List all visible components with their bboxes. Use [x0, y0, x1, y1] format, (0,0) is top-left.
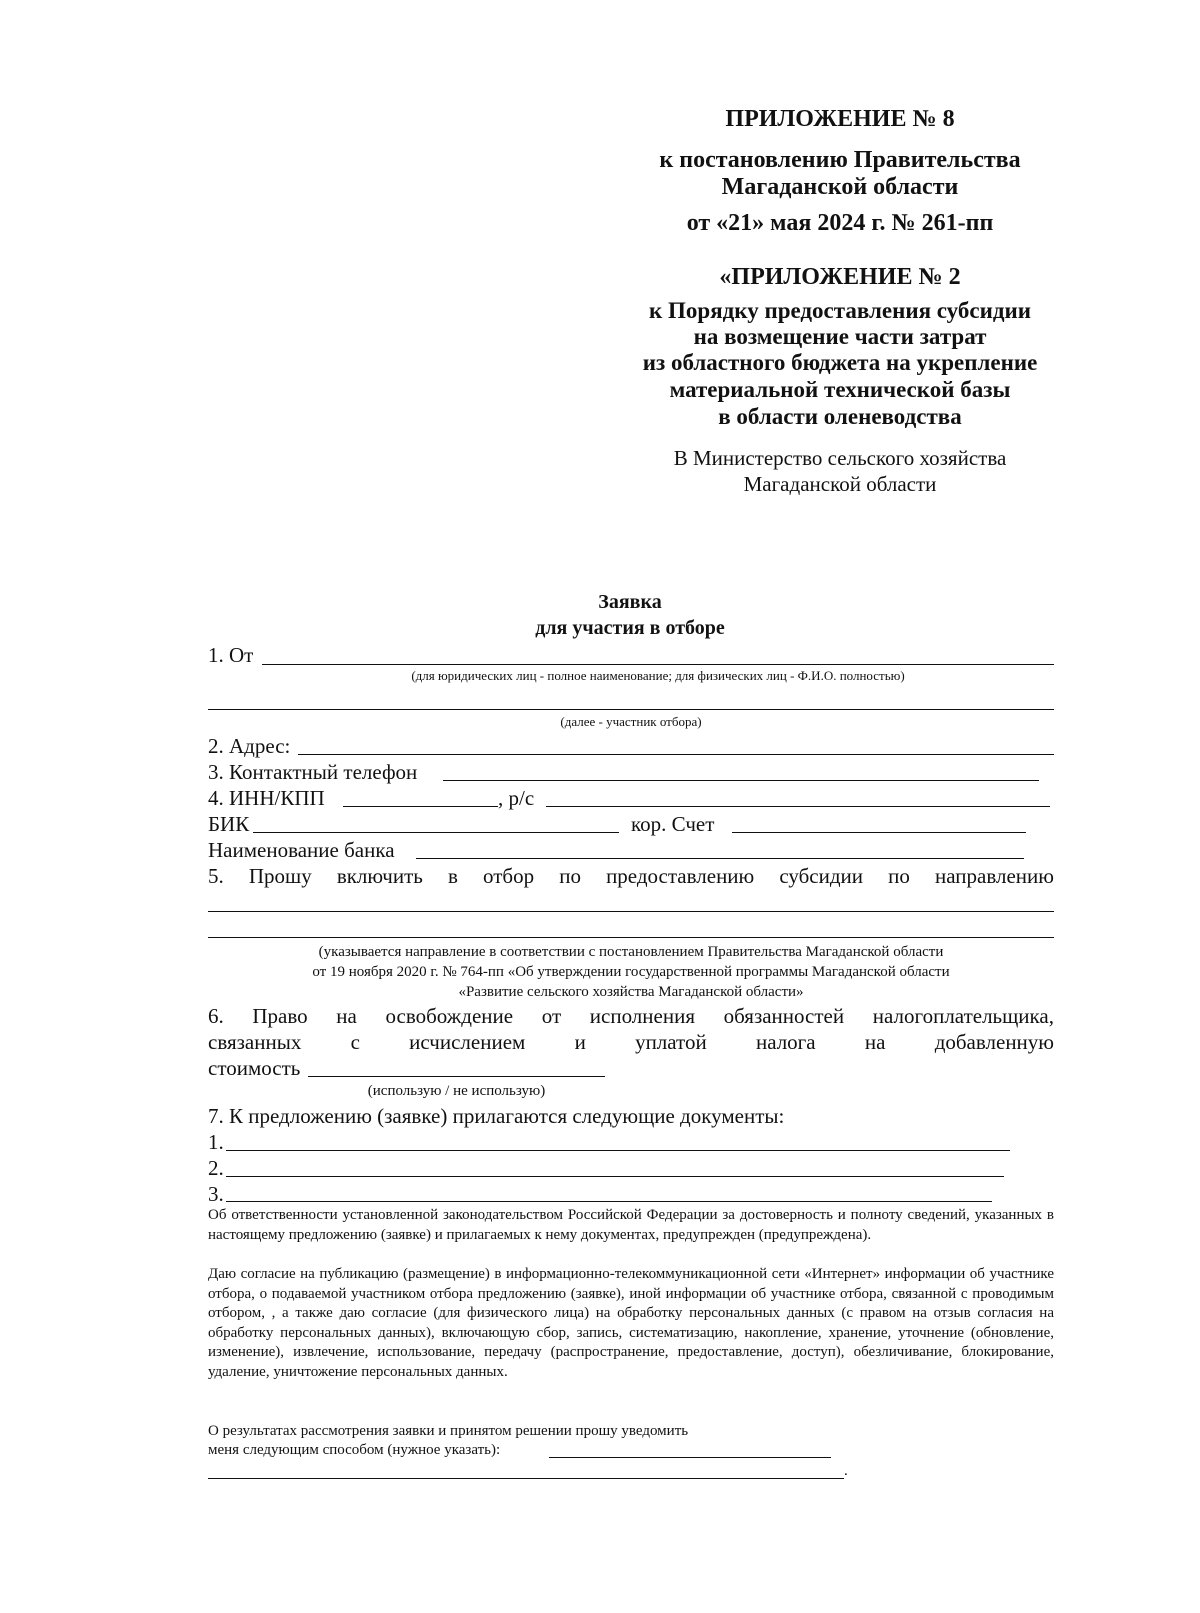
word: предоставлению: [606, 864, 755, 888]
rs-label: , р/с: [498, 786, 535, 810]
from-field-continued[interactable]: [208, 709, 1054, 710]
doc-number: 3.: [208, 1182, 224, 1206]
address-field[interactable]: [298, 754, 1054, 755]
order-line: из областного бюджета на укрепление: [642, 350, 1038, 375]
word: уплатой: [635, 1030, 707, 1054]
order-line: к Порядку предоставления субсидии: [649, 298, 1031, 323]
responsibility-statement: Об ответственности установленной законодательством Российской Федерации за достоверность и полноту сведений, указанных в настоящему предложению (заявке) и прилагаемых к нему документах, предупрежден (предупреждена).: [208, 1207, 1054, 1243]
notify-line-2: меня следующим способом (нужное указать):: [208, 1442, 501, 1458]
inn-field[interactable]: [343, 806, 498, 807]
phone-field[interactable]: [443, 780, 1039, 781]
item5-caption-3: «Развитие сельского хозяйства Магаданской области»: [458, 984, 804, 1000]
word: включить: [336, 864, 423, 888]
resolution-line-1: к постановлению Правительства: [659, 147, 1021, 173]
word: от: [541, 1004, 562, 1028]
item5-caption-1: (указывается направление в соответствии с постановлением Правительства Магаданской области: [318, 944, 944, 960]
word: направлению: [934, 864, 1054, 888]
word: с: [350, 1030, 360, 1054]
word: налогоплательщика,: [872, 1004, 1054, 1028]
item6-line-1: [208, 1004, 1054, 1028]
item5-caption-2: от 19 ноября 2020 г. № 764-пп «Об утверждении государственной программы Магаданской области: [312, 964, 950, 980]
word: на: [336, 1004, 357, 1028]
word: и: [574, 1030, 586, 1054]
word: отбор: [483, 864, 535, 888]
word: связанных: [208, 1030, 302, 1054]
form-title: Заявка: [598, 591, 662, 613]
bik-label: БИК: [208, 812, 250, 836]
from-label: 1. От: [208, 643, 254, 667]
doc-field-3[interactable]: [226, 1201, 992, 1202]
doc-field-2[interactable]: [226, 1176, 1004, 1177]
rs-field[interactable]: [546, 806, 1050, 807]
word: добавленную: [934, 1030, 1054, 1054]
word: Право: [252, 1004, 308, 1028]
address-label: 2. Адрес:: [208, 734, 291, 758]
word: на: [864, 1030, 886, 1054]
addressee-line-2: Магаданской области: [743, 472, 937, 496]
word: освобождение: [385, 1004, 514, 1028]
word: в: [447, 864, 458, 888]
bik-field[interactable]: [253, 832, 619, 833]
item6-line-3: стоимость: [208, 1056, 301, 1080]
inner-appendix-title: «ПРИЛОЖЕНИЕ № 2: [719, 264, 961, 290]
from-field[interactable]: [262, 664, 1054, 665]
form-subtitle: для участия в отборе: [535, 617, 725, 639]
notify-method-field[interactable]: [549, 1457, 831, 1458]
end-dot: .: [844, 1463, 848, 1479]
kor-field[interactable]: [732, 832, 1026, 833]
kor-label: кор. Счет: [631, 812, 715, 836]
word: по: [888, 864, 910, 888]
bank-label: Наименование банка: [208, 838, 395, 862]
notify-method-field-continued[interactable]: [208, 1478, 844, 1479]
item6-caption: (использую / не использую): [367, 1083, 546, 1099]
resolution-date: от «21» мая 2024 г. № 261-пп: [686, 210, 994, 236]
order-line: материальной технической базы: [669, 377, 1011, 402]
notify-line-1: О результатах рассмотрения заявки и принятом решении прошу уведомить: [208, 1423, 689, 1439]
appendix-title: ПРИЛОЖЕНИЕ № 8: [725, 106, 955, 132]
word: исполнения: [589, 1004, 695, 1028]
addressee-line-1: В Министерство сельского хозяйства: [673, 446, 1007, 470]
word: Прошу: [248, 864, 312, 888]
order-line: в области оленеводства: [718, 404, 962, 429]
vat-field[interactable]: [308, 1076, 605, 1077]
direction-field[interactable]: [208, 911, 1054, 912]
order-line: на возмещение части затрат: [693, 324, 987, 349]
word: обязанностей: [723, 1004, 845, 1028]
phone-label: 3. Контактный телефон: [208, 760, 418, 784]
item5-text: [208, 864, 1054, 888]
word: 5.: [208, 864, 224, 888]
word: 6.: [208, 1004, 224, 1028]
word: исчислением: [409, 1030, 526, 1054]
doc-number: 2.: [208, 1156, 224, 1180]
doc-field-1[interactable]: [226, 1150, 1010, 1151]
item6-line-2: [208, 1030, 1054, 1054]
doc-number: 1.: [208, 1130, 224, 1154]
consent-statement: Даю согласие на публикацию (размещение) в информационно-телекоммуникационной сети «Интернет» информации об участнике отбора, о подаваемой участником отбора предложению (заявке), иной информации об участнике отбора, связанной с проводимым отбором, , а также даю согласие (для физического лица) на обработку персональных данных (с правом на отзыв согласия на обработку персональных данных), включающую сбор, запись, систематизацию, накопление, хранение, уточнение (обновление, изменение), извлечение, использование, передачу (распространение, предоставление, доступ), обезличивание, блокирование, удаление, уничтожение персональных данных.: [208, 1266, 1054, 1380]
word: по: [559, 864, 581, 888]
from-caption: (для юридических лиц - полное наименование; для физических лиц - Ф.И.О. полностью): [411, 668, 905, 683]
bank-field[interactable]: [416, 858, 1024, 859]
participant-caption: (далее - участник отбора): [560, 714, 702, 729]
direction-field-continued[interactable]: [208, 937, 1054, 938]
resolution-line-2: Магаданской области: [721, 174, 959, 200]
item7-label: 7. К предложению (заявке) прилагаются следующие документы:: [208, 1104, 785, 1128]
word: субсидии: [779, 864, 864, 888]
inn-label: 4. ИНН/КПП: [208, 786, 325, 810]
word: налога: [755, 1030, 816, 1054]
